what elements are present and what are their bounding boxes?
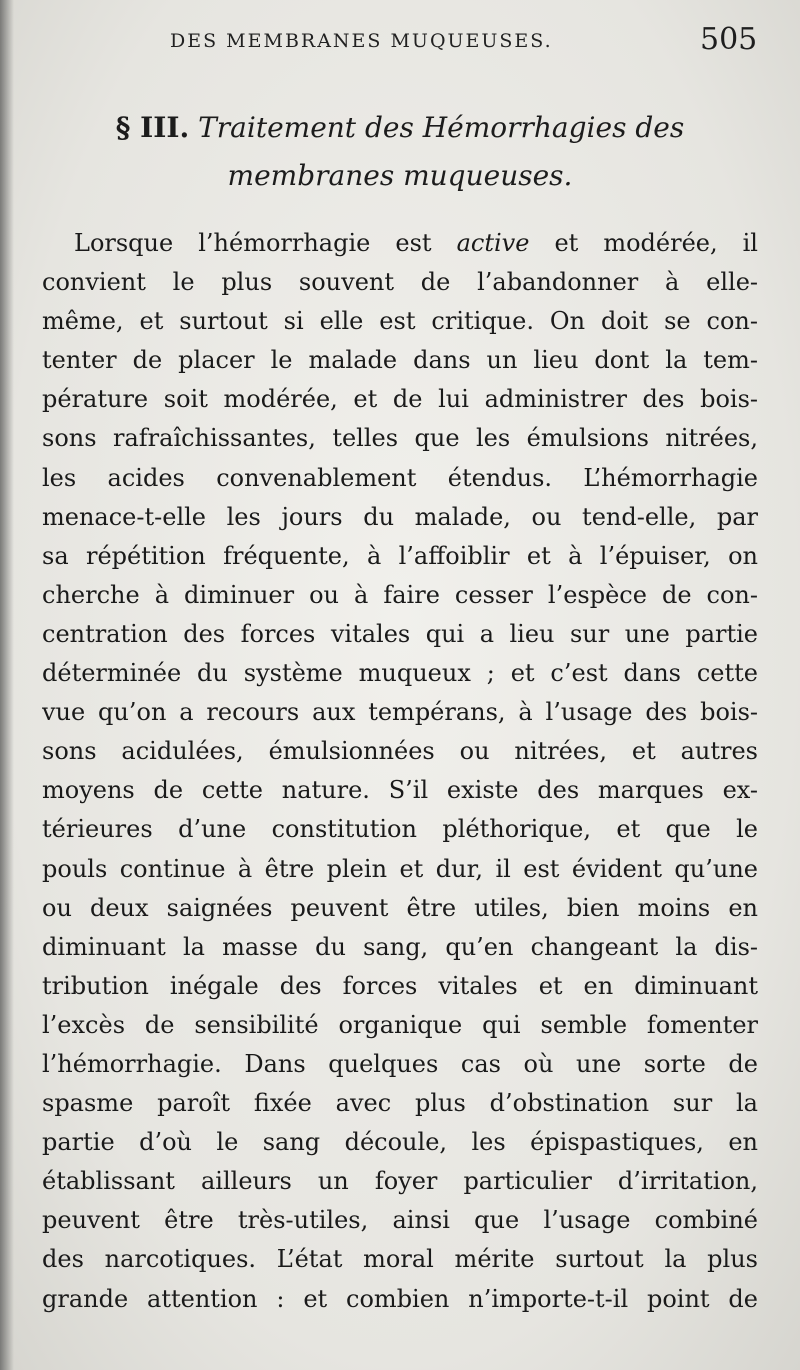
text-line: menace-t-elle les jours du malade, ou tend-elle, par (42, 502, 758, 531)
italic-word: active (456, 229, 530, 257)
text-line: spasme paroît fixée avec plus d’obstination sur la (42, 1089, 758, 1118)
text-line: peuvent être très-utiles, ainsi que l’usage combiné (42, 1206, 758, 1235)
text-segment: Lorsque l’hémorrhagie est (74, 229, 432, 257)
section-title-text-1: Traitement des Hémorrhagies des (198, 111, 685, 144)
text-line: pouls continue à être plein et dur, il est évident qu’une (42, 854, 758, 883)
text-line: sons acidulées, émulsionnées ou nitrées, et autres (42, 737, 758, 766)
text-line: les acides convenablement étendus. L’hémorrhagie (42, 463, 758, 492)
text-line: convient le plus souvent de l’abandonner à elle- (42, 268, 758, 297)
text-line: vue qu’on a recours aux tempérans, à l’usage des bois- (42, 698, 758, 727)
text-line: térieures d’une constitution pléthorique, et que le (42, 815, 758, 844)
text-line: sons rafraîchissantes, telles que les émulsions nitrées, (42, 424, 758, 453)
text-line: même, et surtout si elle est critique. On doit se con- (42, 307, 758, 336)
text-line: des narcotiques. L’état moral mérite surtout la plus (42, 1245, 758, 1274)
text-line: sa répétition fréquente, à l’affoiblir et à l’épuiser, on (42, 541, 758, 570)
text-segment: et modérée, il (554, 229, 758, 257)
text-line: l’excès de sensibilité organique qui semble fomenter (42, 1010, 758, 1039)
text-line: grande attention : et combien n’importe-t-il point de (42, 1284, 758, 1313)
text-line-first (42, 224, 758, 263)
text-line: partie d’où le sang découle, les épispastiques, en (42, 1128, 758, 1157)
text-line: l’hémorrhagie. Dans quelques cas où une sorte de (42, 1049, 758, 1078)
page-gutter-shadow (0, 0, 14, 1370)
text-line: établissant ailleurs un foyer particulier d’irritation, (42, 1167, 758, 1196)
text-line: pérature soit modérée, et de lui administrer des bois- (42, 385, 758, 414)
section-mark: § III. (115, 111, 190, 144)
text-line: centration des forces vitales qui a lieu sur une partie (42, 619, 758, 648)
section-title-line-1 (40, 104, 760, 152)
text-line: cherche à diminuer ou à faire cesser l’espèce de con- (42, 580, 758, 609)
page-number: 505 (700, 22, 758, 57)
body-text (42, 224, 758, 1319)
text-line: tribution inégale des forces vitales et en diminuant (42, 971, 758, 1000)
text-line: ou deux saignées peuvent être utiles, bien moins en (42, 893, 758, 922)
text-line: moyens de cette nature. S’il existe des marques ex- (42, 776, 758, 805)
section-title-line-2: membranes muqueuses. (227, 159, 573, 192)
section-title (40, 104, 760, 200)
running-head: DES MEMBRANES MUQUEUSES. (170, 30, 553, 52)
text-line: déterminée du système muqueux ; et c’est dans cette (42, 659, 758, 688)
text-line: tenter de placer le malade dans un lieu dont la tem- (42, 346, 758, 375)
text-line: diminuant la masse du sang, qu’en changeant la dis- (42, 932, 758, 961)
